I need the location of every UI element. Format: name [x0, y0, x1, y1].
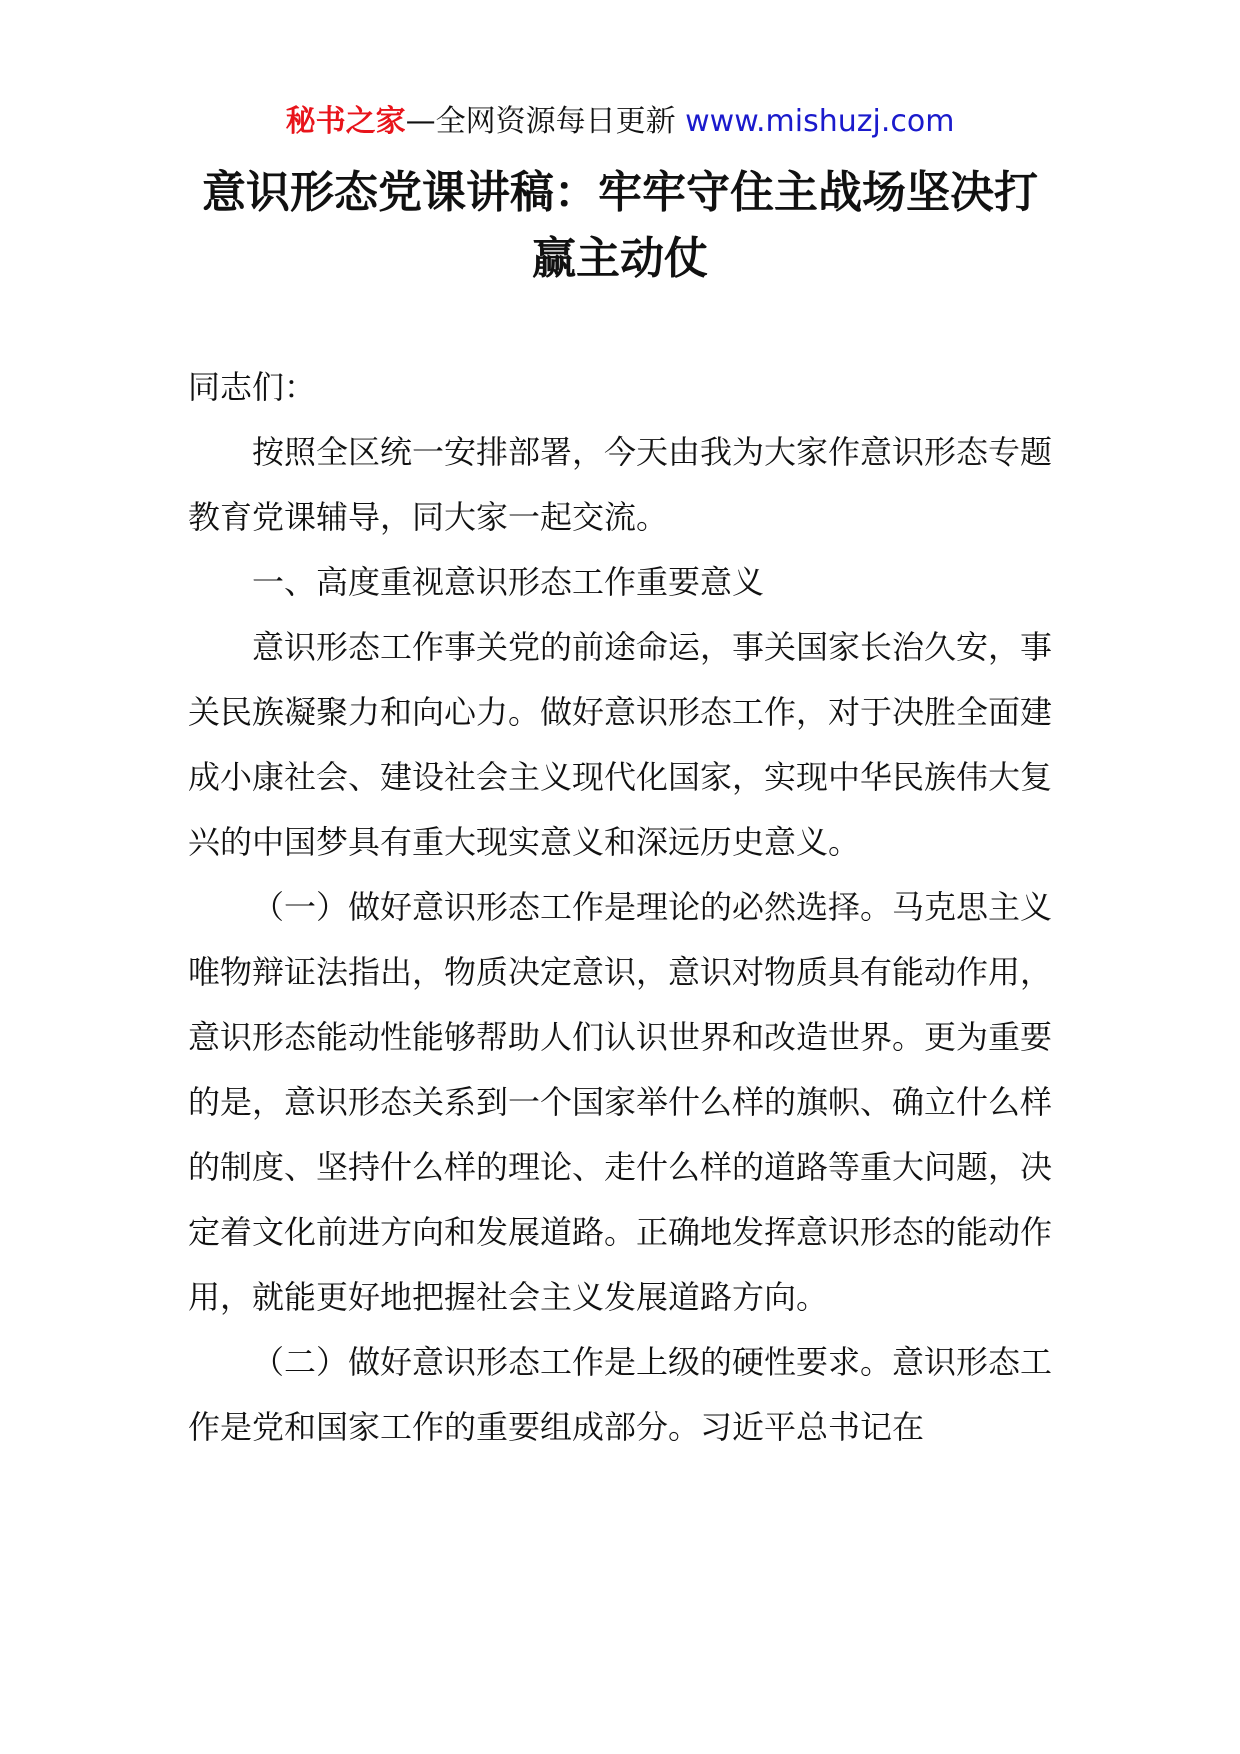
paragraph-significance: 意识形态工作事关党的前途命运，事关国家长治久安，事关民族凝聚力和向心力。做好意识形态工作，对于决胜全面建成小康社会、建设社会主义现代化国家，实现中华民族伟大复兴的中国梦具有重大现实意义和深远历史意义。	[188, 628, 1053, 861]
brand-name: 秘书之家	[285, 104, 406, 139]
page-header	[0, 100, 1240, 144]
paragraph-point-1: （一）做好意识形态工作是理论的必然选择。马克思主义唯物辩证法指出，物质决定意识，意识对物质具有能动作用，意识形态能动性能够帮助人们认识世界和改造世界。更为重要的是，意识形态关系到一个国家举什么样的旗帜、确立什么样的制度、坚持什么样的理论、走什么样的道路等重大问题，决定着文化前进方向和发展道路。正确地发挥意识形态的能动作用，就能更好地把握社会主义发展道路方向。	[188, 888, 1053, 1316]
greeting: 同志们：	[188, 368, 317, 406]
document-title: 意识形态党课讲稿：牢牢守住主战场坚决打赢主动仗	[202, 167, 1038, 284]
paragraph-intro: 按照全区统一安排部署，今天由我为大家作意识形态专题教育党课辅导，同大家一起交流。	[188, 433, 1053, 536]
site-url-link[interactable]: www.mishuzj.com	[685, 104, 955, 139]
paragraph-point-2: （二）做好意识形态工作是上级的硬性要求。意识形态工作是党和国家工作的重要组成部分。习近平总书记在	[188, 1343, 1053, 1446]
document-body	[188, 355, 1052, 1460]
section-heading-1: 一、高度重视意识形态工作重要意义	[252, 563, 765, 601]
header-tagline: —全网资源每日更新	[405, 104, 686, 139]
